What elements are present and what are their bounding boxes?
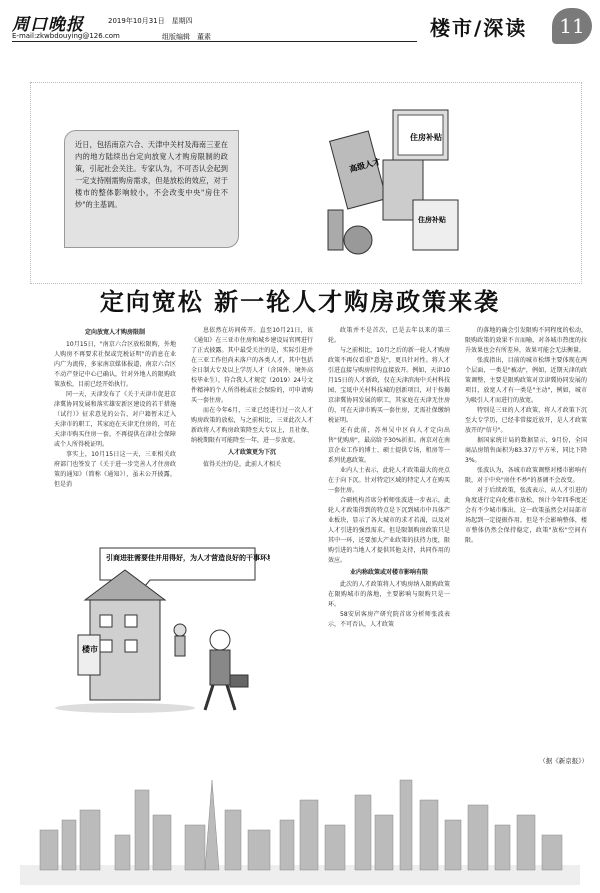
- label-housing-subsidy-2: 住房补贴: [418, 216, 446, 224]
- paragraph: 还有此前，苏州吴中区向人才定向出售"优购房"，最高给予30%折扣。南京对在南京企业工作的博士、硕士提供专场，租房等一系列优惠政策。: [328, 427, 450, 464]
- article-column-2: [191, 326, 313, 470]
- subheading: 业内称政策或对楼市影响有限: [349, 569, 428, 576]
- lead-summary: 近日，包括南京六合、天津中关村及海南三亚在内的地方陆续出台定向放宽人才购房限制的政策，引起社会关注。专家认为，不可否认会起到一定支持刚需购房需求，但是放松的效应，对于楼市的整体影响较小，不会改变中央"房住不炒"的主基调。: [64, 130, 239, 248]
- paragraph: 58安居客房产研究院首席分析师张波表示，不可否认，人才政策: [328, 611, 450, 628]
- paragraph: 同一天，天津发布了《关于天津市促进京津冀协同发展和落实雄安新区建设的若干措施（试行）》征求意见的公告，对户籍暂未迁入天津市的职工，其家庭在天津无住房的，可在天津市购买住房一套，不再提供在津社会保障或个人所得税证明。: [54, 391, 176, 448]
- paragraph: 与之前相比，10月之后的新一轮人才购房政策不再仅看重"意见"，更具针对性。将人才引进直接与购房挂钩直接放开。例如，天津10月15日的人才新政，仅在天津滨海中关村科技园、宝坻中关村科技城的创新项目，对于按揭京津冀协同发展的职工，其家庭在天津无住房的，可在天津市购买一套住房，无需社保缴纳税证明。: [328, 347, 450, 424]
- paragraph: 据国家统计局的数据显示，9月份，全国商品房销售面积为83.37万平方米，同比下降3%。: [465, 437, 587, 464]
- label-senior-talent: 高级人才: [348, 157, 382, 175]
- paragraph: 政策并不是首次，已是去年以来的第三轮。: [328, 327, 450, 344]
- label-housing-subsidy-1: 住房补贴: [410, 133, 442, 142]
- paragraph: 值得关注的是，此前人才相关: [203, 461, 282, 468]
- paragraph: 的落地的确会引发限购不同程度的松动，限购政策的效果不言而喻，对各城市热度的拉升效果也会有所差异，效果可能会无法衡量。: [465, 327, 587, 354]
- section-title: 楼市/深读: [430, 16, 528, 40]
- paragraph: 对于后续政策，张波表示，从人才引进的角度进行定向化楼市放松，预计今年四季度还会有不少城市推出，这一政策虽然会对局部市场起到一定提振作用，但是不会影响整体，楼市整体仍然会保持稳定，政策"放松"空间有限。: [465, 487, 587, 544]
- date-line: 2019年10月31日 星期四: [108, 17, 193, 25]
- building-illustration: [30, 540, 270, 715]
- email: E-mail:zkwbdouying@126.com: [12, 32, 120, 40]
- article-column-4: [465, 326, 587, 546]
- paragraph: 合硕机构首席分析师张波进一步表示，此轮人才政策得到的特点是下沉到城市中具体产业板块，显示了各大城市的求才若渴，以及对人才引进的强烈需求。但是限制购房政策只是其中一环，还要加大产业政策的扶持力度，限购引进的当地人才提供其他支持，共同作用的效应。: [328, 497, 450, 564]
- paragraph: 张波指出，目前的城市松绑主要体现在两个层面，一类是"被动"，例如，近期天津的政策调整，主要是限购政策对京津冀协同发展的项目，放宽人才有一类是"主动"，例如，城市为吸引人才而进行的放宽。: [465, 357, 587, 404]
- paragraph: 事实上，10月15日这一天，三亚相关政府部门也签发了《关于进一步完善人才住房政策的通知》（简称《通知》），虽未公开披露，但是消: [54, 451, 176, 488]
- paragraph: 10月15日，"南京六合区放松限购，外地人购房不再要求社保或完税证明"的消息在业内广为流传，多家南京媒体报道，南京六合区不动产登记中心已确认，针对外地人的限购政策放松，目前已经开始执行。: [54, 341, 176, 388]
- bubble-line: 引商进驻需要佳并用得好，为人才营造良好的干事环境: [106, 554, 270, 562]
- paragraph: 特别是三亚的人才政策，将人才政策下沉至大专学历，已经非常接近放开，是人才政策放开的"信号"。: [465, 407, 587, 434]
- subheading: 人才政策更为下沉: [227, 449, 276, 456]
- building-sign: 楼市: [82, 645, 98, 654]
- paragraph: 而在今年6月，三亚已经进行过一次人才购房政策的放松，与之前相比，三亚此次人才新政将人才购房政策降至大专以上，且社保、纳税期限有可能降至一年，进一步放宽。: [191, 407, 313, 444]
- byline: （据《新京报》）: [539, 757, 588, 765]
- paragraph: 张波认为，各城市政策调整对楼市影响有限，对于中央"房住不炒"的基调不会改变。: [465, 467, 587, 484]
- city-skyline-illustration: [20, 770, 580, 885]
- masthead-rule: [12, 41, 417, 42]
- paper-name: 周口晚报: [12, 15, 84, 35]
- paragraph: 息依然在坊间传开。直至10月21日，该《通知》在三亚市住房和城乡建设局官网进行了正式披露。其中最受关注的是，实际引进并在三亚工作但尚未落户的各类人才，其中包括全日制大专及以上学历人才（含国外、境外高校毕业生），符合我人才规定（2019）24号文件精神的个人所得税或社会保险的，可申请购买一套住房。: [191, 327, 313, 404]
- subheading: 定向放宽人才购房限制: [84, 329, 145, 336]
- article-column-3: [328, 326, 450, 630]
- masthead: [12, 8, 588, 66]
- paragraph: 此次的人才政策将人才购房纳入限购政策在限购城市的落地，主要影响与限购只是一环。: [328, 581, 450, 608]
- editors: 组版编辑 董素: [162, 33, 211, 41]
- paragraph: 业内人士表示，此轮人才政策最大的亮点在于向下沉。针对特定区域的特定人才在购买一套住房。: [328, 467, 450, 494]
- headline: 定向宽松 新一轮人才购房政策来袭: [99, 287, 501, 316]
- talent-books-illustration: [298, 90, 468, 265]
- article-column-1: [54, 326, 176, 490]
- page-number-badge: 11: [552, 8, 592, 44]
